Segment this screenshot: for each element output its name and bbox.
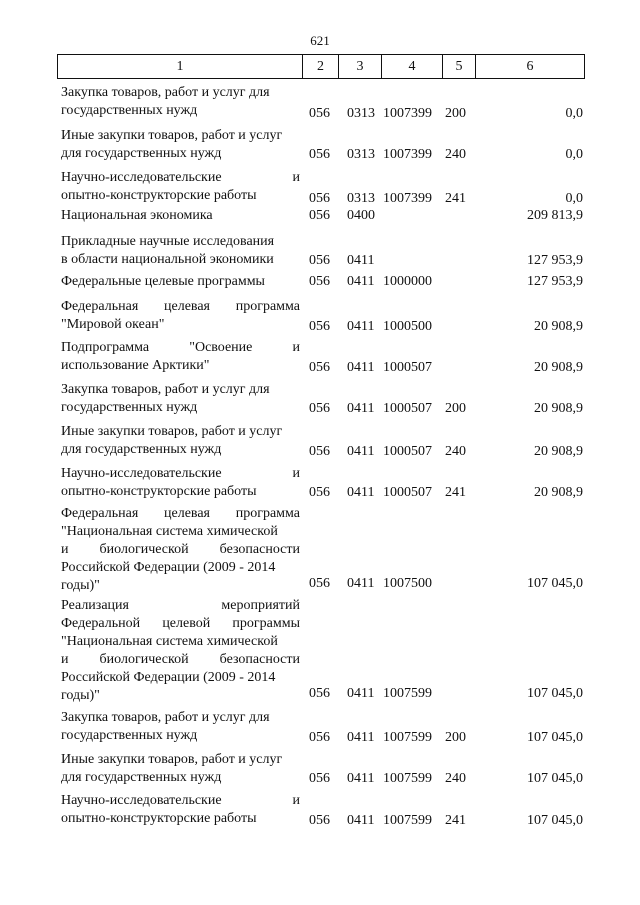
row-name [61, 339, 300, 375]
table-row [57, 381, 585, 418]
cell-col5: 200 [445, 401, 466, 416]
cell-col4: 1007599 [383, 813, 432, 828]
cell-col6: 20 908,9 [534, 401, 583, 416]
row-name-line: в области национальной экономики [61, 252, 274, 267]
table-row [57, 169, 585, 208]
row-name [61, 751, 300, 787]
cell-col5: 240 [445, 147, 466, 162]
cell-col6: 20 908,9 [534, 360, 583, 375]
cell-col4: 1007599 [383, 771, 432, 786]
cell-col3: 0400 [347, 208, 375, 223]
row-name [61, 465, 300, 501]
row-name-line: годы)" [61, 578, 100, 593]
cell-col2: 056 [309, 813, 330, 828]
row-name-line: для государственных нужд [61, 442, 222, 457]
row-name-line: Закупка товаров, работ и услуг для [61, 382, 270, 397]
cell-col3: 0411 [347, 485, 375, 500]
cell-col5: 200 [445, 730, 466, 745]
cell-col4: 1000507 [383, 401, 432, 416]
cell-col5: 241 [445, 485, 466, 500]
cell-col6: 0,0 [565, 147, 583, 162]
cell-col5: 200 [445, 106, 466, 121]
row-name-line: Российской Федерации (2009 - 2014 [61, 560, 276, 575]
cell-col3: 0411 [347, 686, 375, 701]
cell-col4: 1000507 [383, 485, 432, 500]
cell-col4: 1000507 [383, 444, 432, 459]
cell-col4: 1007399 [383, 106, 432, 121]
table-row [57, 751, 585, 788]
cell-col3: 0411 [347, 576, 375, 591]
table-row [57, 273, 585, 291]
table-row [57, 423, 585, 461]
row-name [61, 207, 300, 225]
cell-col6: 20 908,9 [534, 485, 583, 500]
row-name-line: опытно-конструкторские работы [61, 811, 257, 826]
table-row [57, 84, 585, 123]
row-name-line: годы)" [61, 688, 100, 703]
cell-col5: 241 [445, 813, 466, 828]
row-name-line: "Национальная система химической [61, 634, 278, 649]
table-row [57, 127, 585, 164]
row-name-line: для государственных нужд [61, 770, 222, 785]
cell-col2: 056 [309, 730, 330, 745]
cell-col6: 0,0 [565, 191, 583, 206]
cell-col6: 20 908,9 [534, 444, 583, 459]
row-name-line: Прикладные научные исследования [61, 234, 275, 249]
row-name-line: и биологической безопасности [61, 652, 300, 667]
row-name-line: Реализация мероприятий [61, 598, 300, 613]
cell-col3: 0411 [347, 771, 375, 786]
cell-col4: 1007399 [383, 147, 432, 162]
cell-col3: 0411 [347, 253, 375, 268]
table-row [57, 792, 585, 830]
cell-col4: 1000000 [383, 274, 432, 289]
cell-col2: 056 [309, 485, 330, 500]
row-name-line: и биологической безопасности [61, 542, 300, 557]
cell-col6: 209 813,9 [527, 208, 583, 223]
cell-col5: 240 [445, 444, 466, 459]
row-name-line: Российской Федерации (2009 - 2014 [61, 670, 276, 685]
row-name-line: опытно-конструкторские работы [61, 188, 257, 203]
row-name [61, 597, 300, 705]
row-name-line: государственных нужд [61, 728, 198, 743]
header-col-3: 3 [339, 55, 382, 78]
cell-col4: 1000507 [383, 360, 432, 375]
row-name [61, 792, 300, 828]
row-name-line: опытно-конструкторские работы [61, 484, 257, 499]
header-col-6: 6 [526, 59, 534, 74]
cell-col3: 0313 [347, 191, 375, 206]
table-row [57, 597, 585, 703]
cell-col2: 056 [309, 191, 330, 206]
page-number: 621 [310, 33, 330, 48]
cell-col2: 056 [309, 274, 330, 289]
cell-col4: 1007500 [383, 576, 432, 591]
row-name-line: Закупка товаров, работ и услуг для [61, 85, 270, 100]
row-name-line: Иные закупки товаров, работ и услуг [61, 424, 283, 439]
cell-col3: 0411 [347, 360, 375, 375]
table-row [57, 233, 585, 270]
cell-col3: 0313 [347, 147, 375, 162]
table-row [57, 465, 585, 502]
row-name-line: "Национальная система химической [61, 524, 278, 539]
cell-col6: 20 908,9 [534, 319, 583, 334]
cell-col5: 240 [445, 771, 466, 786]
row-name [61, 84, 300, 120]
cell-col6: 107 045,0 [527, 576, 583, 591]
cell-col6: 107 045,0 [527, 686, 583, 701]
row-name-line: Федеральная целевая программа [61, 299, 300, 314]
row-name-line: использование Арктики" [61, 358, 210, 373]
row-name-line: Иные закупки товаров, работ и услуг [61, 128, 283, 143]
row-name [61, 169, 300, 205]
cell-col2: 056 [309, 771, 330, 786]
cell-col3: 0411 [347, 401, 375, 416]
cell-col3: 0313 [347, 106, 375, 121]
row-name-line: государственных нужд [61, 103, 198, 118]
row-name-line: Федеральные целевые программы [61, 274, 265, 289]
cell-col4: 1007599 [383, 730, 432, 745]
row-name-line: Научно-исследовательские и [61, 793, 300, 808]
row-name-line: Национальная экономика [61, 208, 213, 223]
row-name [61, 298, 300, 334]
cell-col4: 1007599 [383, 686, 432, 701]
cell-col6: 107 045,0 [527, 771, 583, 786]
cell-col6: 0,0 [565, 106, 583, 121]
table-row [57, 207, 585, 225]
cell-col3: 0411 [347, 274, 375, 289]
row-name-line: "Мировой океан" [61, 317, 165, 332]
row-name-line: Иные закупки товаров, работ и услуг [61, 752, 283, 767]
cell-col2: 056 [309, 208, 330, 223]
row-name [61, 233, 300, 269]
cell-col5: 241 [445, 191, 466, 206]
cell-col6: 127 953,9 [527, 253, 583, 268]
row-name-line: Научно-исследовательские и [61, 466, 300, 481]
header-col-2: 2 [303, 55, 339, 78]
row-name-line: Федеральная целевая программа [61, 506, 300, 521]
cell-col2: 056 [309, 147, 330, 162]
cell-col3: 0411 [347, 813, 375, 828]
cell-col3: 0411 [347, 730, 375, 745]
row-name-line: государственных нужд [61, 400, 198, 415]
row-name-line: Подпрограмма "Освоение и [61, 340, 300, 355]
row-name-line: Научно-исследовательские и [61, 170, 300, 185]
cell-col3: 0411 [347, 444, 375, 459]
cell-col2: 056 [309, 576, 330, 591]
row-name [61, 505, 300, 595]
table-row [57, 709, 585, 747]
cell-col3: 0411 [347, 319, 375, 334]
cell-col2: 056 [309, 444, 330, 459]
cell-col2: 056 [309, 360, 330, 375]
row-name [61, 709, 300, 745]
row-name-line: для государственных нужд [61, 146, 222, 161]
cell-col2: 056 [309, 686, 330, 701]
cell-col2: 056 [309, 253, 330, 268]
row-name-line: Федеральной целевой программы [61, 616, 300, 631]
cell-col6: 107 045,0 [527, 813, 583, 828]
cell-col2: 056 [309, 106, 330, 121]
header-col-5: 5 [443, 55, 476, 78]
cell-col6: 107 045,0 [527, 730, 583, 745]
row-name-line: Закупка товаров, работ и услуг для [61, 710, 270, 725]
header-col-4: 4 [382, 55, 443, 78]
cell-col6: 127 953,9 [527, 274, 583, 289]
row-name [61, 423, 300, 459]
row-name [61, 127, 300, 163]
row-name [61, 273, 300, 291]
table-row [57, 339, 585, 377]
cell-col4: 1007399 [383, 191, 432, 206]
header-col-1: 1 [58, 55, 303, 78]
cell-col4: 1000500 [383, 319, 432, 334]
cell-col2: 056 [309, 401, 330, 416]
row-name [61, 381, 300, 417]
cell-col2: 056 [309, 319, 330, 334]
table-header [57, 54, 585, 79]
table-row [57, 505, 585, 593]
table-row [57, 298, 585, 336]
